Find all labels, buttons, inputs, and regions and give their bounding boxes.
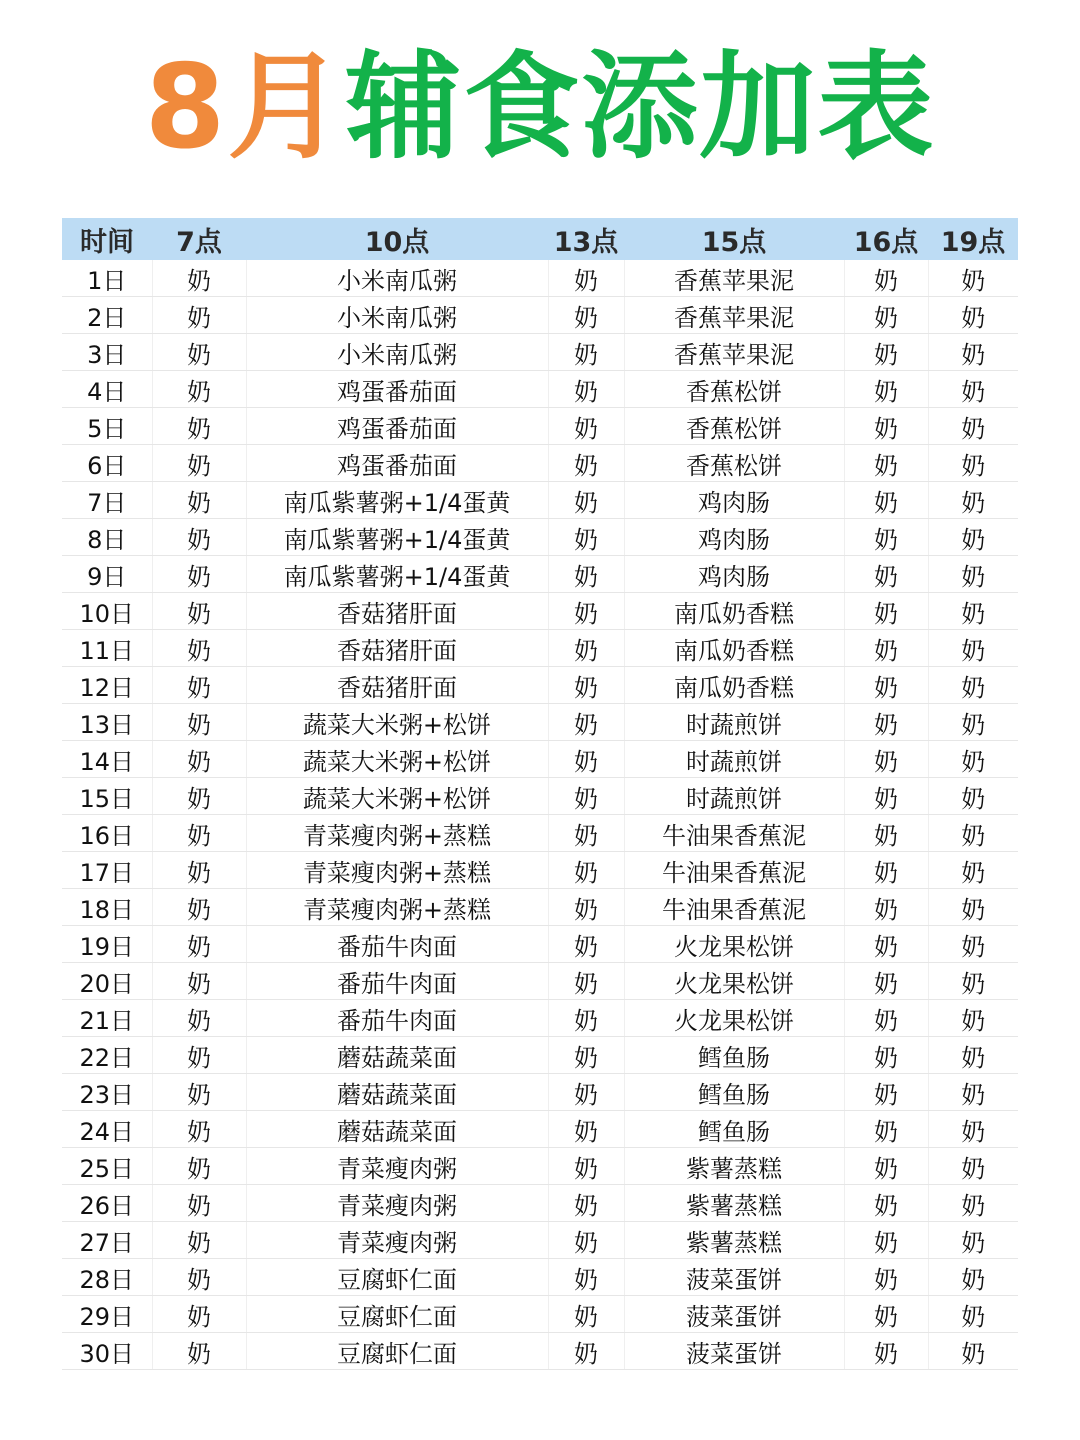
cell-15: 火龙果松饼 xyxy=(624,1000,844,1037)
cell-day: 22日 xyxy=(62,1037,152,1074)
table-row xyxy=(62,1259,1018,1296)
cell-7: 奶 xyxy=(152,630,246,667)
cell-16: 奶 xyxy=(844,741,928,778)
cell-15: 菠菜蛋饼 xyxy=(624,1259,844,1296)
cell-10: 番茄牛肉面 xyxy=(246,1000,548,1037)
cell-15: 菠菜蛋饼 xyxy=(624,1296,844,1333)
cell-13: 奶 xyxy=(548,519,624,556)
cell-day: 29日 xyxy=(62,1296,152,1333)
cell-13: 奶 xyxy=(548,334,624,371)
cell-16: 奶 xyxy=(844,519,928,556)
cell-13: 奶 xyxy=(548,260,624,297)
cell-day: 3日 xyxy=(62,334,152,371)
cell-16: 奶 xyxy=(844,1000,928,1037)
cell-day: 6日 xyxy=(62,445,152,482)
cell-19: 奶 xyxy=(928,408,1018,445)
cell-7: 奶 xyxy=(152,1111,246,1148)
cell-day: 23日 xyxy=(62,1074,152,1111)
cell-day: 27日 xyxy=(62,1222,152,1259)
table-row xyxy=(62,963,1018,1000)
cell-7: 奶 xyxy=(152,1222,246,1259)
cell-10: 蘑菇蔬菜面 xyxy=(246,1111,548,1148)
cell-7: 奶 xyxy=(152,704,246,741)
cell-19: 奶 xyxy=(928,889,1018,926)
cell-10: 蔬菜大米粥+松饼 xyxy=(246,741,548,778)
cell-7: 奶 xyxy=(152,445,246,482)
cell-15: 牛油果香蕉泥 xyxy=(624,815,844,852)
cell-19: 奶 xyxy=(928,593,1018,630)
table-row xyxy=(62,1222,1018,1259)
table-row xyxy=(62,926,1018,963)
cell-15: 紫薯蒸糕 xyxy=(624,1185,844,1222)
cell-7: 奶 xyxy=(152,1000,246,1037)
cell-13: 奶 xyxy=(548,852,624,889)
table-row xyxy=(62,371,1018,408)
cell-10: 番茄牛肉面 xyxy=(246,963,548,1000)
cell-7: 奶 xyxy=(152,1296,246,1333)
cell-10: 青菜瘦肉粥 xyxy=(246,1185,548,1222)
header-16: 16点 xyxy=(844,218,928,260)
cell-13: 奶 xyxy=(548,482,624,519)
cell-day: 17日 xyxy=(62,852,152,889)
cell-16: 奶 xyxy=(844,334,928,371)
header-19: 19点 xyxy=(928,218,1018,260)
cell-19: 奶 xyxy=(928,1222,1018,1259)
cell-day: 12日 xyxy=(62,667,152,704)
cell-10: 鸡蛋番茄面 xyxy=(246,445,548,482)
cell-10: 香菇猪肝面 xyxy=(246,630,548,667)
cell-13: 奶 xyxy=(548,445,624,482)
cell-13: 奶 xyxy=(548,704,624,741)
table-row xyxy=(62,593,1018,630)
cell-16: 奶 xyxy=(844,1148,928,1185)
cell-15: 菠菜蛋饼 xyxy=(624,1333,844,1370)
cell-19: 奶 xyxy=(928,1148,1018,1185)
cell-16: 奶 xyxy=(844,1074,928,1111)
table-row xyxy=(62,630,1018,667)
cell-13: 奶 xyxy=(548,1000,624,1037)
cell-19: 奶 xyxy=(928,1259,1018,1296)
table-header-row xyxy=(62,218,1018,260)
cell-7: 奶 xyxy=(152,889,246,926)
cell-15: 香蕉苹果泥 xyxy=(624,297,844,334)
cell-16: 奶 xyxy=(844,926,928,963)
cell-15: 火龙果松饼 xyxy=(624,926,844,963)
cell-15: 香蕉苹果泥 xyxy=(624,334,844,371)
table-row xyxy=(62,482,1018,519)
cell-19: 奶 xyxy=(928,704,1018,741)
cell-day: 19日 xyxy=(62,926,152,963)
cell-16: 奶 xyxy=(844,556,928,593)
cell-13: 奶 xyxy=(548,1111,624,1148)
cell-day: 9日 xyxy=(62,556,152,593)
cell-16: 奶 xyxy=(844,1185,928,1222)
cell-16: 奶 xyxy=(844,704,928,741)
cell-15: 紫薯蒸糕 xyxy=(624,1148,844,1185)
cell-10: 小米南瓜粥 xyxy=(246,260,548,297)
cell-7: 奶 xyxy=(152,371,246,408)
cell-7: 奶 xyxy=(152,593,246,630)
cell-day: 10日 xyxy=(62,593,152,630)
cell-7: 奶 xyxy=(152,815,246,852)
cell-15: 鸡肉肠 xyxy=(624,482,844,519)
cell-day: 15日 xyxy=(62,778,152,815)
cell-16: 奶 xyxy=(844,1296,928,1333)
table-row xyxy=(62,667,1018,704)
cell-7: 奶 xyxy=(152,1259,246,1296)
cell-15: 时蔬煎饼 xyxy=(624,741,844,778)
cell-7: 奶 xyxy=(152,297,246,334)
cell-10: 小米南瓜粥 xyxy=(246,297,548,334)
cell-day: 18日 xyxy=(62,889,152,926)
cell-day: 20日 xyxy=(62,963,152,1000)
cell-15: 香蕉松饼 xyxy=(624,445,844,482)
cell-7: 奶 xyxy=(152,334,246,371)
cell-15: 南瓜奶香糕 xyxy=(624,667,844,704)
cell-7: 奶 xyxy=(152,926,246,963)
cell-day: 11日 xyxy=(62,630,152,667)
cell-7: 奶 xyxy=(152,1148,246,1185)
cell-day: 5日 xyxy=(62,408,152,445)
header-time: 时间 xyxy=(62,218,152,260)
cell-10: 南瓜紫薯粥+1/4蛋黄 xyxy=(246,556,548,593)
cell-10: 蘑菇蔬菜面 xyxy=(246,1074,548,1111)
cell-16: 奶 xyxy=(844,593,928,630)
header-13: 13点 xyxy=(548,218,624,260)
cell-13: 奶 xyxy=(548,926,624,963)
table-row xyxy=(62,334,1018,371)
cell-10: 蔬菜大米粥+松饼 xyxy=(246,778,548,815)
cell-15: 牛油果香蕉泥 xyxy=(624,852,844,889)
cell-day: 8日 xyxy=(62,519,152,556)
cell-19: 奶 xyxy=(928,926,1018,963)
cell-19: 奶 xyxy=(928,482,1018,519)
table-row xyxy=(62,1296,1018,1333)
cell-16: 奶 xyxy=(844,630,928,667)
table-row xyxy=(62,1185,1018,1222)
cell-19: 奶 xyxy=(928,334,1018,371)
cell-7: 奶 xyxy=(152,1185,246,1222)
cell-19: 奶 xyxy=(928,1037,1018,1074)
table-row xyxy=(62,297,1018,334)
cell-19: 奶 xyxy=(928,260,1018,297)
cell-13: 奶 xyxy=(548,1259,624,1296)
cell-10: 豆腐虾仁面 xyxy=(246,1259,548,1296)
cell-7: 奶 xyxy=(152,519,246,556)
table-row xyxy=(62,556,1018,593)
cell-7: 奶 xyxy=(152,852,246,889)
cell-16: 奶 xyxy=(844,297,928,334)
cell-19: 奶 xyxy=(928,852,1018,889)
cell-7: 奶 xyxy=(152,778,246,815)
table-row xyxy=(62,815,1018,852)
cell-10: 香菇猪肝面 xyxy=(246,667,548,704)
cell-19: 奶 xyxy=(928,1185,1018,1222)
cell-16: 奶 xyxy=(844,408,928,445)
cell-7: 奶 xyxy=(152,482,246,519)
cell-15: 鳕鱼肠 xyxy=(624,1111,844,1148)
cell-7: 奶 xyxy=(152,556,246,593)
cell-16: 奶 xyxy=(844,1259,928,1296)
table-row xyxy=(62,519,1018,556)
cell-10: 青菜瘦肉粥+蒸糕 xyxy=(246,815,548,852)
cell-15: 南瓜奶香糕 xyxy=(624,593,844,630)
cell-10: 青菜瘦肉粥 xyxy=(246,1222,548,1259)
cell-15: 香蕉苹果泥 xyxy=(624,260,844,297)
cell-10: 番茄牛肉面 xyxy=(246,926,548,963)
cell-16: 奶 xyxy=(844,889,928,926)
cell-7: 奶 xyxy=(152,1333,246,1370)
cell-day: 14日 xyxy=(62,741,152,778)
table-row xyxy=(62,1148,1018,1185)
cell-19: 奶 xyxy=(928,1296,1018,1333)
cell-16: 奶 xyxy=(844,1222,928,1259)
cell-7: 奶 xyxy=(152,963,246,1000)
cell-13: 奶 xyxy=(548,630,624,667)
cell-16: 奶 xyxy=(844,778,928,815)
cell-day: 16日 xyxy=(62,815,152,852)
cell-day: 4日 xyxy=(62,371,152,408)
cell-19: 奶 xyxy=(928,741,1018,778)
table-row xyxy=(62,852,1018,889)
header-7: 7点 xyxy=(152,218,246,260)
cell-13: 奶 xyxy=(548,1222,624,1259)
cell-13: 奶 xyxy=(548,815,624,852)
cell-16: 奶 xyxy=(844,852,928,889)
cell-15: 鸡肉肠 xyxy=(624,556,844,593)
table-row xyxy=(62,445,1018,482)
cell-13: 奶 xyxy=(548,889,624,926)
cell-19: 奶 xyxy=(928,297,1018,334)
cell-16: 奶 xyxy=(844,260,928,297)
cell-day: 1日 xyxy=(62,260,152,297)
cell-10: 蘑菇蔬菜面 xyxy=(246,1037,548,1074)
table-row xyxy=(62,889,1018,926)
cell-13: 奶 xyxy=(548,1074,624,1111)
cell-day: 21日 xyxy=(62,1000,152,1037)
table-body xyxy=(62,260,1018,1370)
cell-15: 时蔬煎饼 xyxy=(624,704,844,741)
cell-7: 奶 xyxy=(152,667,246,704)
cell-day: 2日 xyxy=(62,297,152,334)
cell-10: 青菜瘦肉粥+蒸糕 xyxy=(246,852,548,889)
cell-10: 香菇猪肝面 xyxy=(246,593,548,630)
title-text: 辅食添加表 xyxy=(345,40,936,175)
cell-16: 奶 xyxy=(844,1333,928,1370)
cell-16: 奶 xyxy=(844,1037,928,1074)
cell-15: 牛油果香蕉泥 xyxy=(624,889,844,926)
cell-13: 奶 xyxy=(548,1148,624,1185)
cell-10: 小米南瓜粥 xyxy=(246,334,548,371)
cell-10: 青菜瘦肉粥 xyxy=(246,1148,548,1185)
cell-19: 奶 xyxy=(928,778,1018,815)
cell-13: 奶 xyxy=(548,1185,624,1222)
cell-19: 奶 xyxy=(928,630,1018,667)
cell-16: 奶 xyxy=(844,482,928,519)
cell-7: 奶 xyxy=(152,260,246,297)
title-month: 8月 xyxy=(144,40,346,175)
cell-10: 南瓜紫薯粥+1/4蛋黄 xyxy=(246,482,548,519)
cell-16: 奶 xyxy=(844,1111,928,1148)
table-row xyxy=(62,1000,1018,1037)
cell-19: 奶 xyxy=(928,963,1018,1000)
cell-15: 鳕鱼肠 xyxy=(624,1037,844,1074)
cell-13: 奶 xyxy=(548,741,624,778)
cell-16: 奶 xyxy=(844,445,928,482)
cell-day: 26日 xyxy=(62,1185,152,1222)
cell-10: 鸡蛋番茄面 xyxy=(246,371,548,408)
cell-19: 奶 xyxy=(928,1074,1018,1111)
table-row xyxy=(62,260,1018,297)
header-15: 15点 xyxy=(624,218,844,260)
cell-15: 南瓜奶香糕 xyxy=(624,630,844,667)
cell-day: 25日 xyxy=(62,1148,152,1185)
cell-19: 奶 xyxy=(928,445,1018,482)
cell-10: 蔬菜大米粥+松饼 xyxy=(246,704,548,741)
cell-19: 奶 xyxy=(928,519,1018,556)
cell-10: 青菜瘦肉粥+蒸糕 xyxy=(246,889,548,926)
table-row xyxy=(62,1333,1018,1370)
cell-day: 24日 xyxy=(62,1111,152,1148)
cell-16: 奶 xyxy=(844,667,928,704)
cell-16: 奶 xyxy=(844,815,928,852)
table-row xyxy=(62,741,1018,778)
cell-13: 奶 xyxy=(548,963,624,1000)
table-row xyxy=(62,1074,1018,1111)
cell-15: 鸡肉肠 xyxy=(624,519,844,556)
cell-19: 奶 xyxy=(928,371,1018,408)
cell-day: 28日 xyxy=(62,1259,152,1296)
cell-13: 奶 xyxy=(548,667,624,704)
table-row xyxy=(62,408,1018,445)
cell-13: 奶 xyxy=(548,1037,624,1074)
cell-19: 奶 xyxy=(928,556,1018,593)
cell-19: 奶 xyxy=(928,1333,1018,1370)
table-row xyxy=(62,1037,1018,1074)
cell-10: 豆腐虾仁面 xyxy=(246,1333,548,1370)
cell-15: 紫薯蒸糕 xyxy=(624,1222,844,1259)
cell-16: 奶 xyxy=(844,963,928,1000)
cell-7: 奶 xyxy=(152,1037,246,1074)
cell-19: 奶 xyxy=(928,815,1018,852)
cell-10: 鸡蛋番茄面 xyxy=(246,408,548,445)
cell-13: 奶 xyxy=(548,556,624,593)
page-title xyxy=(0,38,1080,178)
cell-15: 香蕉松饼 xyxy=(624,408,844,445)
cell-10: 豆腐虾仁面 xyxy=(246,1296,548,1333)
cell-19: 奶 xyxy=(928,1111,1018,1148)
cell-7: 奶 xyxy=(152,1074,246,1111)
cell-15: 时蔬煎饼 xyxy=(624,778,844,815)
cell-day: 30日 xyxy=(62,1333,152,1370)
cell-15: 火龙果松饼 xyxy=(624,963,844,1000)
cell-15: 鳕鱼肠 xyxy=(624,1074,844,1111)
cell-16: 奶 xyxy=(844,371,928,408)
cell-13: 奶 xyxy=(548,593,624,630)
feeding-schedule-table xyxy=(62,218,1018,1370)
cell-13: 奶 xyxy=(548,1333,624,1370)
cell-13: 奶 xyxy=(548,371,624,408)
cell-13: 奶 xyxy=(548,778,624,815)
cell-day: 13日 xyxy=(62,704,152,741)
cell-19: 奶 xyxy=(928,1000,1018,1037)
header-10: 10点 xyxy=(246,218,548,260)
table-row xyxy=(62,704,1018,741)
table-row xyxy=(62,1111,1018,1148)
cell-10: 南瓜紫薯粥+1/4蛋黄 xyxy=(246,519,548,556)
cell-13: 奶 xyxy=(548,1296,624,1333)
table-row xyxy=(62,778,1018,815)
cell-13: 奶 xyxy=(548,408,624,445)
cell-15: 香蕉松饼 xyxy=(624,371,844,408)
cell-13: 奶 xyxy=(548,297,624,334)
cell-19: 奶 xyxy=(928,667,1018,704)
cell-7: 奶 xyxy=(152,408,246,445)
cell-day: 7日 xyxy=(62,482,152,519)
cell-7: 奶 xyxy=(152,741,246,778)
